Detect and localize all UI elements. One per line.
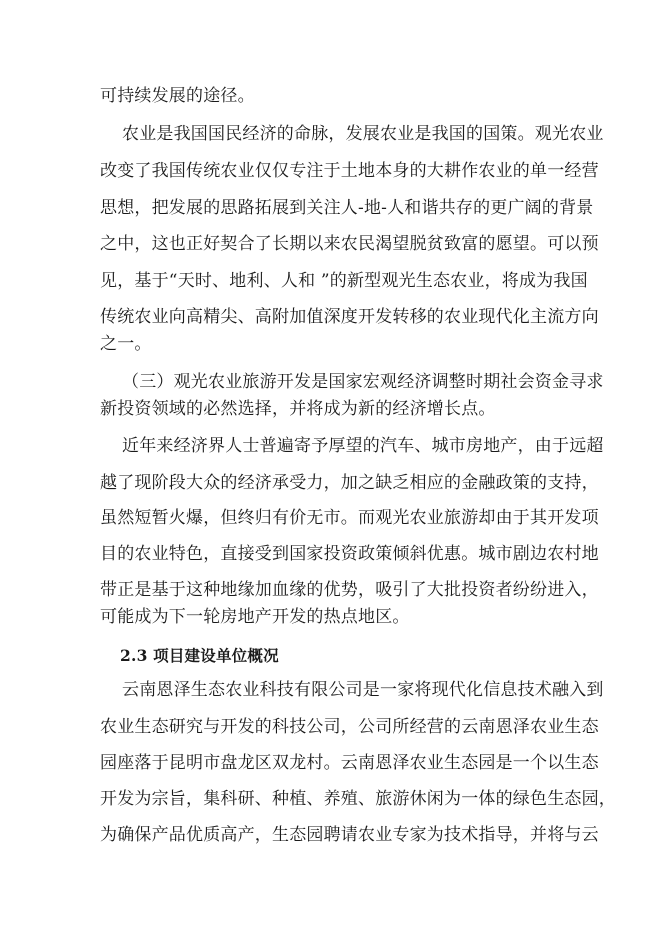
paragraph-3-line-3: 虽然短暂火爆，但终归有价无市。而观光农业旅游却由于其开发项 xyxy=(100,508,599,528)
paragraph-1-line-7: 之一。 xyxy=(100,334,152,354)
paragraph-4-line-4: 开发为宗旨，集科研、种植、养殖、旅游休闲为一体的绿色生态园， xyxy=(100,789,616,809)
paragraph-4-line-1: 云南恩泽生态农业科技有限公司是一家将现代化信息技术融入到 xyxy=(122,680,604,700)
text-line-1: 可持续发展的途径。 xyxy=(100,86,255,106)
paragraph-4-line-2: 农业生态研究与开发的科技公司，公司所经营的云南恩泽农业生态 xyxy=(100,717,599,737)
paragraph-4-line-3: 园座落于昆明市盘龙区双龙村。云南恩泽农业生态园是一个以生态 xyxy=(100,753,599,773)
paragraph-1-line-1: 农业是我国国民经济的命脉，发展农业是我国的国策。观光农业 xyxy=(122,124,604,144)
section-heading: 2.3 项目建设单位概况 xyxy=(120,646,279,665)
paragraph-1-line-5: 见，基于“天时、地利、人和 ”的新型观光生态农业，将成为我国 xyxy=(100,271,588,291)
paragraph-3-line-1: 近年来经济界人士普遍寄予厚望的汽车、城市房地产，由于远超 xyxy=(122,436,604,456)
paragraph-1-line-6: 传统农业向高精尖、高附加值深度开发转移的农业现代化主流方向 xyxy=(100,307,599,327)
paragraph-2-line-1: （三）观光农业旅游开发是国家宏观经济调整时期社会资金寻求 xyxy=(122,372,604,392)
paragraph-3-line-6: 可能成为下一轮房地产开发的热点地区。 xyxy=(100,607,410,627)
paragraph-4-line-5: 为确保产品优质高产，生态园聘请农业专家为技术指导，并将与云 xyxy=(100,825,599,845)
paragraph-2-line-2: 新投资领域的必然选择，并将成为新的经济增长点。 xyxy=(100,399,496,419)
paragraph-3-line-2: 越了现阶段大众的经济承受力，加之缺乏相应的金融政策的支持， xyxy=(100,473,599,493)
paragraph-1-line-4: 之中，这也正好契合了长期以来农民渴望脱贫致富的愿望。可以预 xyxy=(100,234,599,254)
paragraph-1-line-2: 改变了我国传统农业仅仅专注于土地本身的大耕作农业的单一经营 xyxy=(100,161,599,181)
paragraph-3-line-4: 目的农业特色，直接受到国家投资政策倾斜优惠。城市剧边农村地 xyxy=(100,544,599,564)
paragraph-1-line-3: 思想，把发展的思路拓展到关注人-地-人和谐共存的更广阔的背景 xyxy=(100,198,594,218)
paragraph-3-line-5: 带正是基于这种地缘加血缘的优势，吸引了大批投资者纷纷进入， xyxy=(100,580,599,600)
